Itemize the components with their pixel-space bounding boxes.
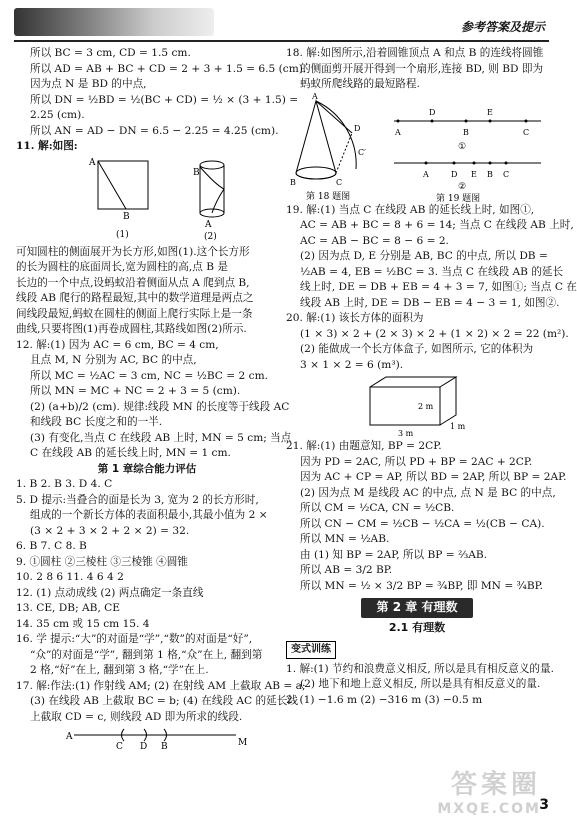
text-line: (2) 因为点 D, E 分别是 AB, BC 的中点, 所以 DB = [300,250,548,262]
length-label: 3 m [398,429,414,438]
text-line: 12. 解:(1) 因为 AC = 6 cm, BC = 4 cm, [16,338,219,351]
helix-path [200,167,224,213]
question-11-heading: 11. 解:如图: [16,140,78,152]
text-line: 线上时, DE = DB + EB = 4 + 3 = 7, 如图①; 当点 C 在 [300,281,577,293]
answer-line: 13. CE, DB; AB, CE [16,602,121,614]
text-line: C 在线段 AB 的延长线上时, MN = 1 cm. [30,447,231,459]
text-line: 由 (1) 知 BP = 2AP, 所以 BP = ⅔AB. [300,548,488,561]
answer-line: 17. 解:作法:(1) 作射线 AM; (2) 在射线 AM 上截取 AB = a; [16,679,306,692]
figures-18-19-svg [286,93,548,203]
section-heading [286,620,548,636]
point [431,119,434,122]
watermark-logo [437,764,541,817]
label-d: D [140,742,148,752]
text-line: 曲线,只要将图(1)再卷成圆柱,其路线如图(2)所示. [16,323,247,335]
label: D [451,169,458,179]
text-line: 3 × 1 × 2 = 6 (m³). [300,358,404,371]
sector-arc [316,101,356,169]
answer-line: 2 格,“好”在上, 翻到第 3 格,“学”在上. [30,664,209,676]
text-line: 线段 AB 爬行的路程最短,其中的数学道理是两点之 [16,292,254,304]
page-header [14,6,549,42]
answer-line: (3 × 2 + 3 × 2 + 2 × 2) = 32. [30,524,190,537]
cylinder-top [200,161,224,169]
text-line: 18. 解:如图所示,沿着圆锥顶点 A 和点 B 的连线将圆锥 [286,47,544,59]
text-line: 2. (1) −1.6 m (2) −316 m (3) −0.5 m [286,693,483,706]
figure-17-svg [16,725,278,751]
label-b: B [290,177,296,187]
figure-index: ② [458,181,467,192]
figure-20 [286,373,548,439]
label: C [503,169,510,179]
text-line: (1 × 3) × 2 + (2 × 3) × 2 + (1 × 2) × 2 = 22 (m²). [300,327,569,340]
label-c: C [116,742,123,752]
text-line: 的侧面剪开展开得到一个扇形,连接 BD, 则 BD 即为 [300,62,544,75]
point [397,119,400,122]
label-b2: B [193,167,200,178]
answer-line: 上截取 CD = c, 则线段 AD 即为所求的线段. [30,710,243,723]
point [425,161,428,164]
text-line: 1. 解:(1) 节约和浪费意义相反, 所以是具有相反意义的量. [286,662,554,675]
text-line: (2) 因为点 M 是线段 AC 的中点, 点 N 是 BC 的中点, [300,486,556,499]
figure-index: ① [458,141,467,152]
text-line: (2) (a+b)/2 (cm). 规律:线段 MN 的长度等于线段 AC [30,400,290,413]
text-line: 线段 AB 上时, DE = DB − EB = 4 − 3 = 1, 如图②. [300,296,560,309]
label: C [523,127,530,137]
label-m: M [238,738,248,748]
text-line: 所以 AD = AB + BC + CD = 2 + 3 + 1.5 = 6.5 (cm). [30,62,307,75]
label-a: A [89,157,96,168]
point [465,119,468,122]
answer-line: (3) 在线段 AB 上截取 BC = b; (4) 在线段 AC 的延长线 [30,695,298,707]
path-line [98,161,126,209]
figures-18-19 [286,93,548,203]
box-side [440,377,456,425]
figure-label: (2) [204,231,217,242]
text-line: 因为 PD = 2AC, 所以 PD + BP = 2AC + 2CP. [300,455,533,468]
label-a2: A [205,219,212,230]
section-title: 第 1 章综合能力评估 [97,462,197,475]
header-banner-image [14,8,214,36]
point [489,119,492,122]
answer-line: 1. B 2. B 3. D 4. C [16,478,113,490]
label: D [429,107,436,117]
label-a: A [312,91,318,101]
watermark-url: MXQE.COM [437,801,541,817]
text-line: 蚂蚁所爬线路的最短路程. [300,78,420,90]
label-a: A [66,732,73,742]
text-line: 所以 MC = ½AC = 3 cm, NC = ½BC = 2 cm. [30,369,268,382]
text-line: 所以 MN = ½ × 3/2 BP = ¾BP, 即 MN = ¾BP. [300,579,543,592]
figure-11-svg [16,155,278,245]
answer-line: 组成的一个新长方体的表面积最小,其最小值为 2 × [30,509,268,521]
text-line: 间线段最短,蚂蚁在圆柱的侧面上爬行实际上是一条 [16,307,253,320]
label-c-prime: C′ [358,147,366,157]
label: B [463,127,469,137]
text-line: 所以 DN = ½BD = ½(BC + CD) = ½ × (3 + 1.5) = [30,93,299,106]
label: E [471,169,477,179]
point [453,161,456,164]
text-line: AC = AB + BC = 8 + 6 = 14; 当点 C 在线段 AB 上时, [300,219,574,231]
point [489,161,492,164]
chapter-name: 有理数 [421,600,458,614]
text-line: (3) 有变化,当点 C 在线段 AB 上时, MN = 5 cm; 当点 [30,431,292,444]
text-line: 长边的一个中点,设蚂蚁沿着侧面从点 A 爬到点 B, [16,276,250,289]
figure-17 [16,725,278,751]
answer-line: 12. (1) 点动成线 (2) 两点确定一条直线 [16,586,204,599]
figure-11 [16,155,278,245]
unrolled-rectangle [98,161,148,209]
text-line: 和线段 BC 长度之和的一半. [30,416,163,428]
section-name: 有理数 [412,620,446,634]
text-line: 因为 AC + CP = AP, 所以 BD = 2AP, 所以 BP = 2AP. [300,471,567,483]
label: B [487,169,493,179]
text-line: 因为点 N 是 BD 的中点, [30,78,147,90]
text-line: 所以 CM = ½CA, CN = ½CB. [300,502,455,514]
text-line: 可知圆柱的侧面展开为长方形,如图(1).这个长方形 [16,245,250,258]
text-line: 的长为圆柱的底面周长,宽为圆柱的高,点 B 是 [16,261,228,273]
label: A [395,127,401,137]
text-line: (2) 地下和地上意义相反, 所以是具有相反意义的量. [300,678,541,690]
chapter-heading [286,598,548,618]
answer-line: “众”的对面是“学”, 翻到第 1 格,“众”在上, 翻到第 [30,648,263,661]
text-line: AC = AB − BC = 8 − 6 = 2. [300,234,449,247]
page-number: 3 [539,797,549,813]
figure-20-svg [286,373,548,439]
label-d: D [354,123,361,133]
label-b: B [161,742,168,752]
answer-line: 5. D 提示:当叠合的面是长为 3, 宽为 2 的长方形时, [16,493,259,506]
point [525,119,528,122]
text-line: 2.25 (cm). [30,109,85,121]
answer-line: 14. 35 cm 或 15 cm 15. 4 [16,617,150,630]
label: E [487,107,493,117]
answer-line: 9. ①圆柱 ②三棱柱 ③三棱锥 ④圆锥 [16,555,188,568]
point [505,161,508,164]
figure-18-caption: 第 18 题图 [306,191,351,202]
answer-line: 10. 2 8 6 11. 4 6 4 2 [16,571,124,583]
width-label: 1 m [450,422,466,431]
sector-radius [316,101,352,133]
chapter-title [361,598,474,618]
height-label: 2 m [418,402,434,411]
text-line: (2) 能做成一个长方体盒子, 如图所示, 它的体积为 [300,343,534,355]
chapter-number: 第 2 章 [376,600,418,614]
box-top [370,377,456,387]
text-line: 且点 M, N 分别为 AC, BC 的中点, [30,354,197,366]
right-column [286,46,577,708]
text-line: ½AB = 4, EB = ½BC = 3. 当点 C 在线段 AB 的延长 [300,265,564,278]
label: A [423,169,429,179]
label-c: C [336,177,343,187]
text-line: 所以 BC = 3 cm, CD = 1.5 cm. [30,47,191,59]
text-line: 19. 解:(1) 当点 C 在线段 AB 的延长线上时, 如图①, [286,203,535,216]
answer-line: 6. B 7. C 8. B [16,540,87,552]
answer-line: 16. 学 提示:“大”的对面是“学”,“数”的对面是“好”, [16,633,253,645]
label-b: B [123,211,130,222]
text-line: 所以 CN − CM = ½CB − ½CA = ½(CB − CA). [300,517,545,530]
left-column [16,46,307,752]
path-bd [336,133,352,173]
text-line: 所以 AB = 3/2 BP. [300,564,393,576]
figure-label: (1) [116,229,129,240]
text-line: 所以 AN = AD − DN = 6.5 − 2.25 = 4.25 (cm). [30,124,279,137]
cone-base [296,167,336,179]
exercise-box-label: 变式训练 [286,641,336,659]
figure-19-caption: 第 19 题图 [436,193,481,204]
point [473,161,476,164]
watermark-text: 答案圈 [450,770,541,800]
header-title: 参考答案及提示 [460,20,545,34]
section-number: 2.1 [388,620,409,634]
text-line: 20. 解:(1) 该长方体的面积为 [286,312,424,324]
text-line: 所以 MN = MC + NC = 2 + 3 = 5 (cm). [30,385,241,397]
text-line: 21. 解:(1) 由题意知, BP = 2CP. [286,440,442,452]
text-line: 所以 MN = ½AB. [300,533,390,545]
